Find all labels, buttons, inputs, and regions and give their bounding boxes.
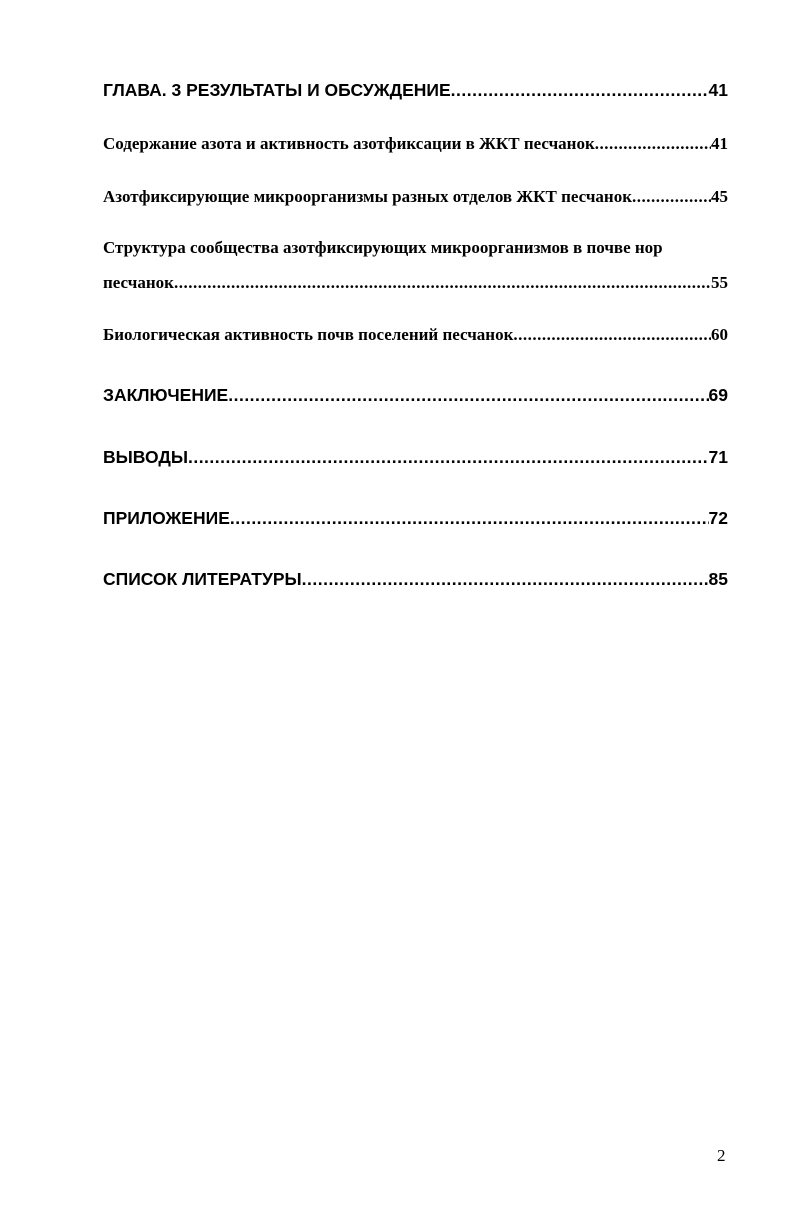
toc-entry-page: 45 bbox=[711, 187, 728, 206]
page-number: 2 bbox=[717, 1146, 726, 1165]
dot-leader bbox=[632, 187, 711, 207]
dot-leader bbox=[174, 273, 711, 293]
toc-entry-page: 41 bbox=[711, 134, 728, 153]
toc-entry-title: песчанок bbox=[103, 273, 174, 292]
toc-entry-page: 72 bbox=[708, 508, 728, 528]
toc-entry-section-2[interactable] bbox=[103, 187, 728, 207]
toc-entry-section-3-line-2[interactable] bbox=[103, 273, 728, 293]
dot-leader bbox=[451, 80, 709, 101]
toc-entry-title: Биологическая активность почв поселений песчанок bbox=[103, 325, 514, 344]
toc-entry-section-4[interactable] bbox=[103, 325, 728, 345]
dot-leader bbox=[188, 447, 709, 468]
toc-entry-title: Структура сообщества азотфиксирующих микроорганизмов в почве нор bbox=[103, 238, 663, 257]
toc-entry-title: ЗАКЛЮЧЕНИЕ bbox=[103, 385, 229, 405]
toc-entry-page: 69 bbox=[708, 385, 728, 405]
dot-leader bbox=[595, 134, 711, 154]
toc-entry-chapter-3[interactable] bbox=[103, 80, 728, 101]
toc-entry-page: 60 bbox=[711, 325, 728, 344]
toc-entry-findings[interactable] bbox=[103, 447, 728, 468]
toc-entry-title: ПРИЛОЖЕНИЕ bbox=[103, 508, 230, 528]
dot-leader bbox=[230, 508, 709, 529]
toc-entry-references[interactable] bbox=[103, 569, 728, 590]
dot-leader bbox=[513, 325, 711, 345]
toc-entry-appendix[interactable] bbox=[103, 508, 728, 529]
toc-entry-page: 85 bbox=[708, 569, 728, 589]
toc-entry-title: ГЛАВА. 3 РЕЗУЛЬТАТЫ И ОБСУЖДЕНИЕ bbox=[103, 80, 451, 100]
dot-leader bbox=[302, 569, 709, 590]
toc-entry-page: 41 bbox=[708, 80, 728, 100]
toc-entry-title: ВЫВОДЫ bbox=[103, 447, 188, 467]
dot-leader bbox=[228, 385, 708, 406]
toc-entry-title: СПИСОК ЛИТЕРАТУРЫ bbox=[103, 569, 302, 589]
toc-entry-conclusion[interactable] bbox=[103, 385, 728, 406]
toc-entry-page: 55 bbox=[711, 273, 728, 292]
toc-entry-section-1[interactable] bbox=[103, 134, 728, 154]
toc-entry-title: Содержание азота и активность азотфиксации в ЖКТ песчанок bbox=[103, 134, 595, 153]
toc-entry-title: Азотфиксирующие микроорганизмы разных отделов ЖКТ песчанок bbox=[103, 187, 633, 206]
toc-entry-section-3-line-1[interactable] bbox=[103, 238, 728, 258]
toc-entry-page: 71 bbox=[708, 447, 728, 467]
